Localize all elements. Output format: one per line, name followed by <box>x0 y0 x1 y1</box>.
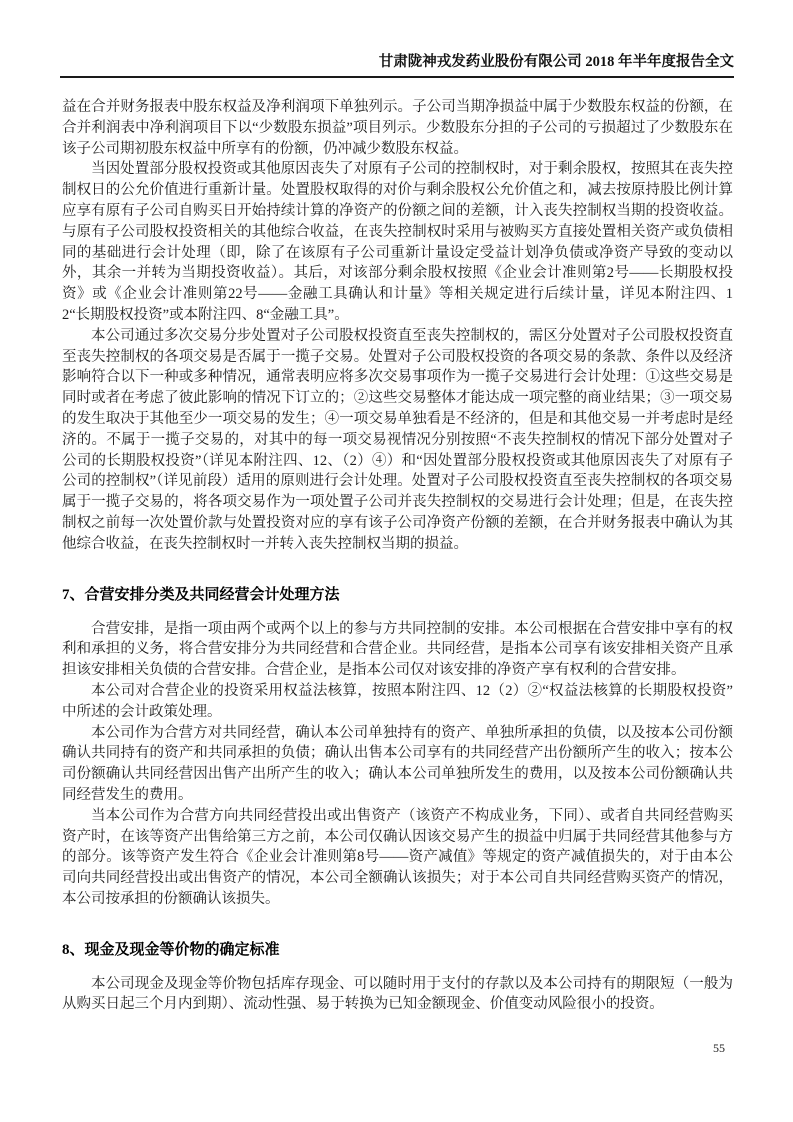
body-paragraph: 当因处置部分股权投资或其他原因丧失了对原有子公司的控制权时，对于剩余股权，按照其在丧失控制权日的公允价值进行重新计量。处置股权取得的对价与剩余股权公允价值之和，减去按原持股比例计算应享有原有子公司自购买日开始持续计算的净资产的份额之间的差额，计入丧失控制权当期的投资收益。与原有子公司股权投资相关的其他综合收益，在丧失控制权时采用与被购买方直接处置相关资产或负债相同的基础进行会计处理（即，除了在该原有子公司重新计量设定受益计划净负债或净资产导致的变动以外，其余一并转为当期投资收益）。其后，对该部分剩余股权按照《企业会计准则第2号——长期股权投资》或《企业会计准则第22号——金融工具确认和计量》等相关规定进行后续计量，详见本附注四、12“长期股权投资”或本附注四、8“金融工具”。 <box>62 161 733 323</box>
body-paragraph: 本公司对合营企业的投资采用权益法核算，按照本附注四、12（2）②“权益法核算的长期股权投资”中所述的会计政策处理。 <box>62 682 733 720</box>
section-8-heading: 8、现金及现金等价物的确定标准 <box>62 941 280 958</box>
body-paragraph: 本公司通过多次交易分步处置对子公司股权投资直至丧失控制权的，需区分处置对子公司股权投资直至丧失控制权的各项交易是否属于一揽子交易。处置对子公司股权投资的各项交易的条款、条件以及经济影响符合以下一种或多种情况，通常表明应将多次交易事项作为一揽子交易进行会计处理：①这些交易是同时或者在考虑了彼此影响的情况下订立的；②这些交易整体才能达成一项完整的商业结果；③一项交易的发生取决于其他至少一项交易的发生；④一项交易单独看是不经济的，但是和其他交易一并考虑时是经济的。不属于一揽子交易的，对其中的每一项交易视情况分别按照“不丧失控制权的情况下部分处置对子公司的长期股权投资”（详见本附注四、12、（2）④）和“因处置部分股权投资或其他原因丧失了对原有子公司的控制权”（详见前段）适用的原则进行会计处理。处置对子公司股权投资直至丧失控制权的各项交易属于一揽子交易的，将各项交易作为一项处置子公司并丧失控制权的交易进行会计处理；但是，在丧失控制权之前每一次处置价款与处置投资对应的享有该子公司净资产份额的差额，在合并财务报表中确认为其他综合收益，在丧失控制权时一并转入丧失控制权当期的损益。 <box>62 327 733 552</box>
body-paragraph: 本公司作为合营方对共同经营，确认本公司单独持有的资产、单独所承担的负债，以及按本公司份额确认共同持有的资产和共同承担的负债；确认出售本公司享有的共同经营产出份额所产生的收入；按本公司份额确认共同经营因出售产出所产生的收入；确认本公司单独所发生的费用，以及按本公司份额确认共同经营发生的费用。 <box>62 724 733 803</box>
page-body <box>62 97 733 1015</box>
body-paragraph: 当本公司作为合营方向共同经营投出或出售资产（该资产不构成业务，下同）、或者自共同经营购买资产时，在该等资产出售给第三方之前，本公司仅确认因该交易产生的损益中归属于共同经营其他参与方的部分。该等资产发生符合《企业会计准则第8号——资产减值》等规定的资产减值损失的，对于由本公司向共同经营投出或出售资产的情况，本公司全额确认该损失；对于本公司自共同经营购买资产的情况，本公司按承担的份额确认该损失。 <box>62 807 733 907</box>
body-paragraph: 本公司现金及现金等价物包括库存现金、可以随时用于支付的存款以及本公司持有的期限短（一般为从购买日起三个月内到期）、流动性强、易于转换为已知金额现金、价值变动风险很小的投资。 <box>62 975 733 1013</box>
page-header <box>60 0 734 78</box>
body-paragraph: 益在合并财务报表中股东权益及净利润项下单独列示。子公司当期净损益中属于少数股东权益的份额，在合并利润表中净利润项目下以“少数股东损益”项目列示。少数股东分担的子公司的亏损超过了少数股东在该子公司期初股东权益中所享有的份额，仍冲减少数股东权益。 <box>62 99 733 157</box>
body-paragraph: 合营安排，是指一项由两个或两个以上的参与方共同控制的安排。本公司根据在合营安排中享有的权利和承担的义务，将合营安排分为共同经营和合营企业。共同经营，是指本公司享有该安排相关资产且承担该安排相关负债的合营安排。合营企业，是指本公司仅对该安排的净资产享有权利的合营安排。 <box>62 620 733 679</box>
section-7-heading: 7、合营安排分类及共同经营会计处理方法 <box>62 586 340 603</box>
page-number: 55 <box>713 1041 725 1055</box>
report-header-title: 甘肃陇神戎发药业股份有限公司 2018 年半年度报告全文 <box>60 0 734 78</box>
